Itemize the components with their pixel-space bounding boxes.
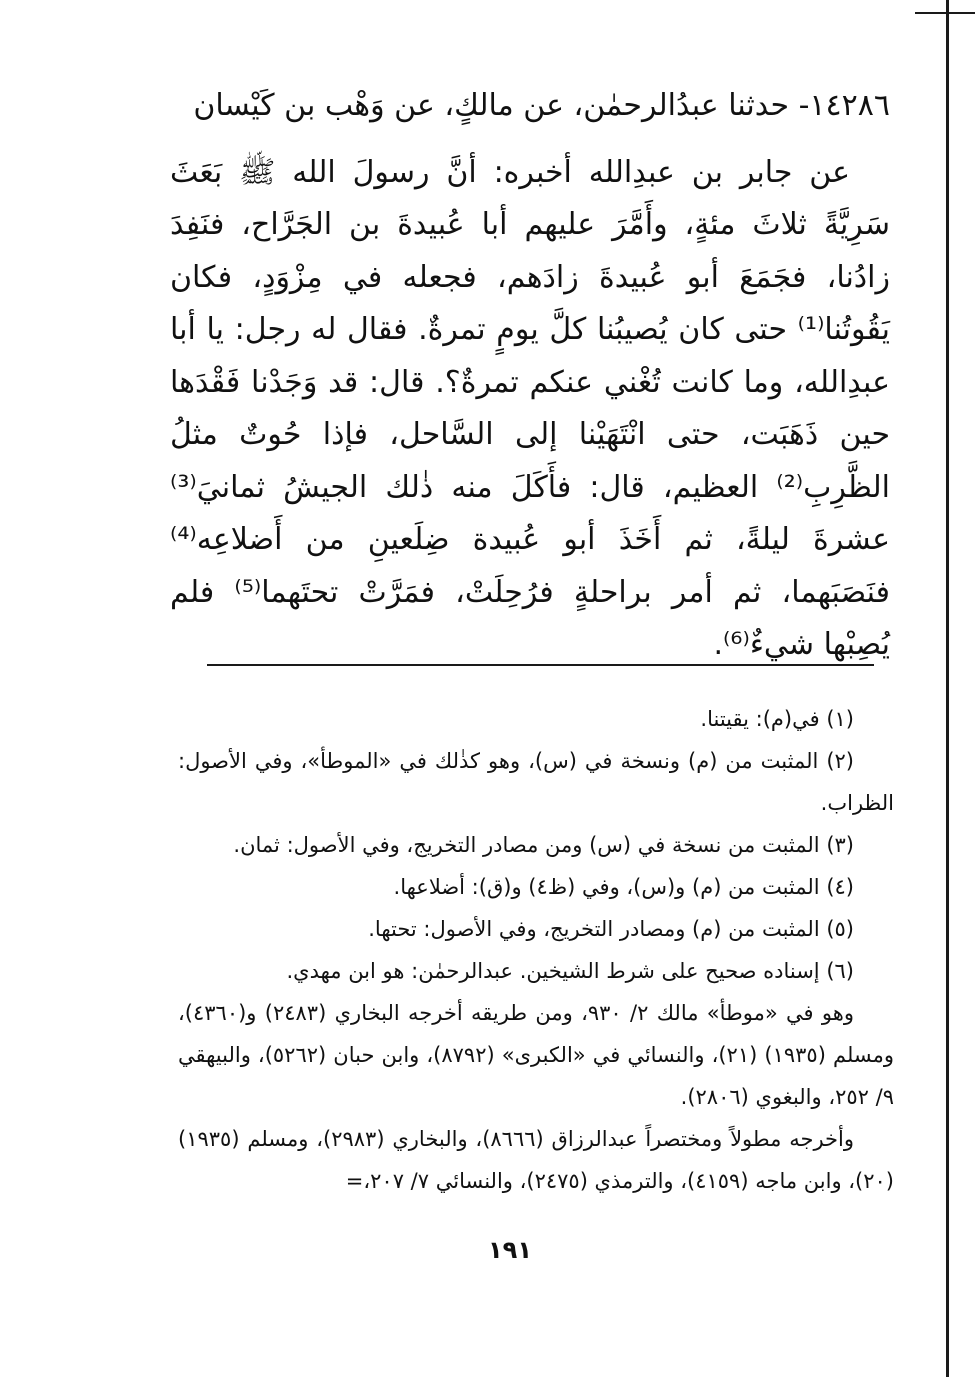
footnote-4: (٤) المثبت من (م) و(س)، وفي (ظ٤) و(ق): أضلاعها. bbox=[393, 875, 854, 899]
footnote-6: (٦) إسناده صحيح على شرط الشيخين. عبدالرحمٰن: هو ابن مهدي. bbox=[286, 959, 854, 983]
footnote-separator bbox=[207, 664, 874, 666]
footnote-6-sources: وهو في «موطأ» مالك ٢/ ٩٣٠، ومن طريقه أخرجه البخاري (٢٤٨٣) و(٤٣٦٠)، ومسلم (١٩٣٥) (٢١)، والنسائي في «الكبرى» (٨٧٩٢)، وابن حبان (٥٢٦٢)، والبيهقي ٩/ ٢٥٢، والبغوي (٢٨٠٦). bbox=[178, 1001, 895, 1109]
hadith-section bbox=[170, 80, 890, 672]
footnote-5: (٥) المثبت من (م) ومصادر التخريج، وفي الأصول: تحتها. bbox=[368, 917, 854, 941]
footnotes-block bbox=[178, 698, 894, 1202]
main-text-block bbox=[170, 80, 890, 672]
page-edge-line bbox=[946, 0, 949, 1377]
page-corner-line bbox=[915, 12, 975, 14]
footnote-6-more-sources: وأخرجه مطولاً ومختصراً عبدالرزاق (٨٦٦٦)، والبخاري (٢٩٨٣)، ومسلم (١٩٣٥) (٢٠)، وابن ماجه (٤١٥٩)، والترمذي (٢٤٧٥)، والنسائي ٧/ ٢٠٧،= bbox=[178, 1127, 894, 1193]
page-number: ١٩١ bbox=[488, 1236, 532, 1264]
hadith-text: عن جابر بن عبدِالله أخبره: أنَّ رسولَ الله ﷺ بَعَثَ سَرِيَّةً ثلاثَ مئةٍ، وأَمَّرَ عليهم أبا عُبيدةَ بن الجَرَّاح، فنَفِدَ زادُنا، فجَمَعَ أبو عُبيدةَ زادَهم، فجعله في مِزْوَدٍ، فكان يَقُوتُنا⁽¹⁾ حتى كان يُصيبُنا كلَّ يومٍ تمرةٌ. فقال له رجل: يا أبا عبدِالله، وما كانت تُغْني عنكم تمرةٌ؟. قال: قد وَجَدْنا فَقْدَها حين ذَهَبَت، حتى انْتَهَيْنا إلى السَّاحل، فإذا حُوتٌ مثلُ الظَّرِبِ⁽²⁾ العظيم، قال: فأَكَلَ منه ذٰلك الجيشُ ثمانيَ⁽³⁾ عشرةَ ليلةً، ثم أَخَذَ أبو عُبيدة ضِلَعينِ من أَضلاعِه⁽⁴⁾ فنَصَبَهما، ثم أمر براحلةٍ فرُحِلَتْ، فمَرَّتْ تحتَهما⁽⁵⁾ فلم يُصِبْها شيءٌ⁽⁶⁾. bbox=[170, 154, 890, 662]
footnote-3: (٣) المثبت من نسخة في (س) ومن مصادر التخريج، وفي الأصول: ثمان. bbox=[233, 833, 854, 857]
footnote-1: (١) في(م): يقيتنا. bbox=[700, 707, 854, 731]
hadith-heading: ١٤٢٨٦- حدثنا عبدُالرحمٰن، عن مالكٍ، عن وَهْب بن كَيْسان bbox=[193, 88, 890, 123]
footnote-2: (٢) المثبت من (م) ونسخة في (س)، وهو كذٰلك في «الموطأ»، وفي الأصول: الظراب. bbox=[178, 749, 894, 815]
